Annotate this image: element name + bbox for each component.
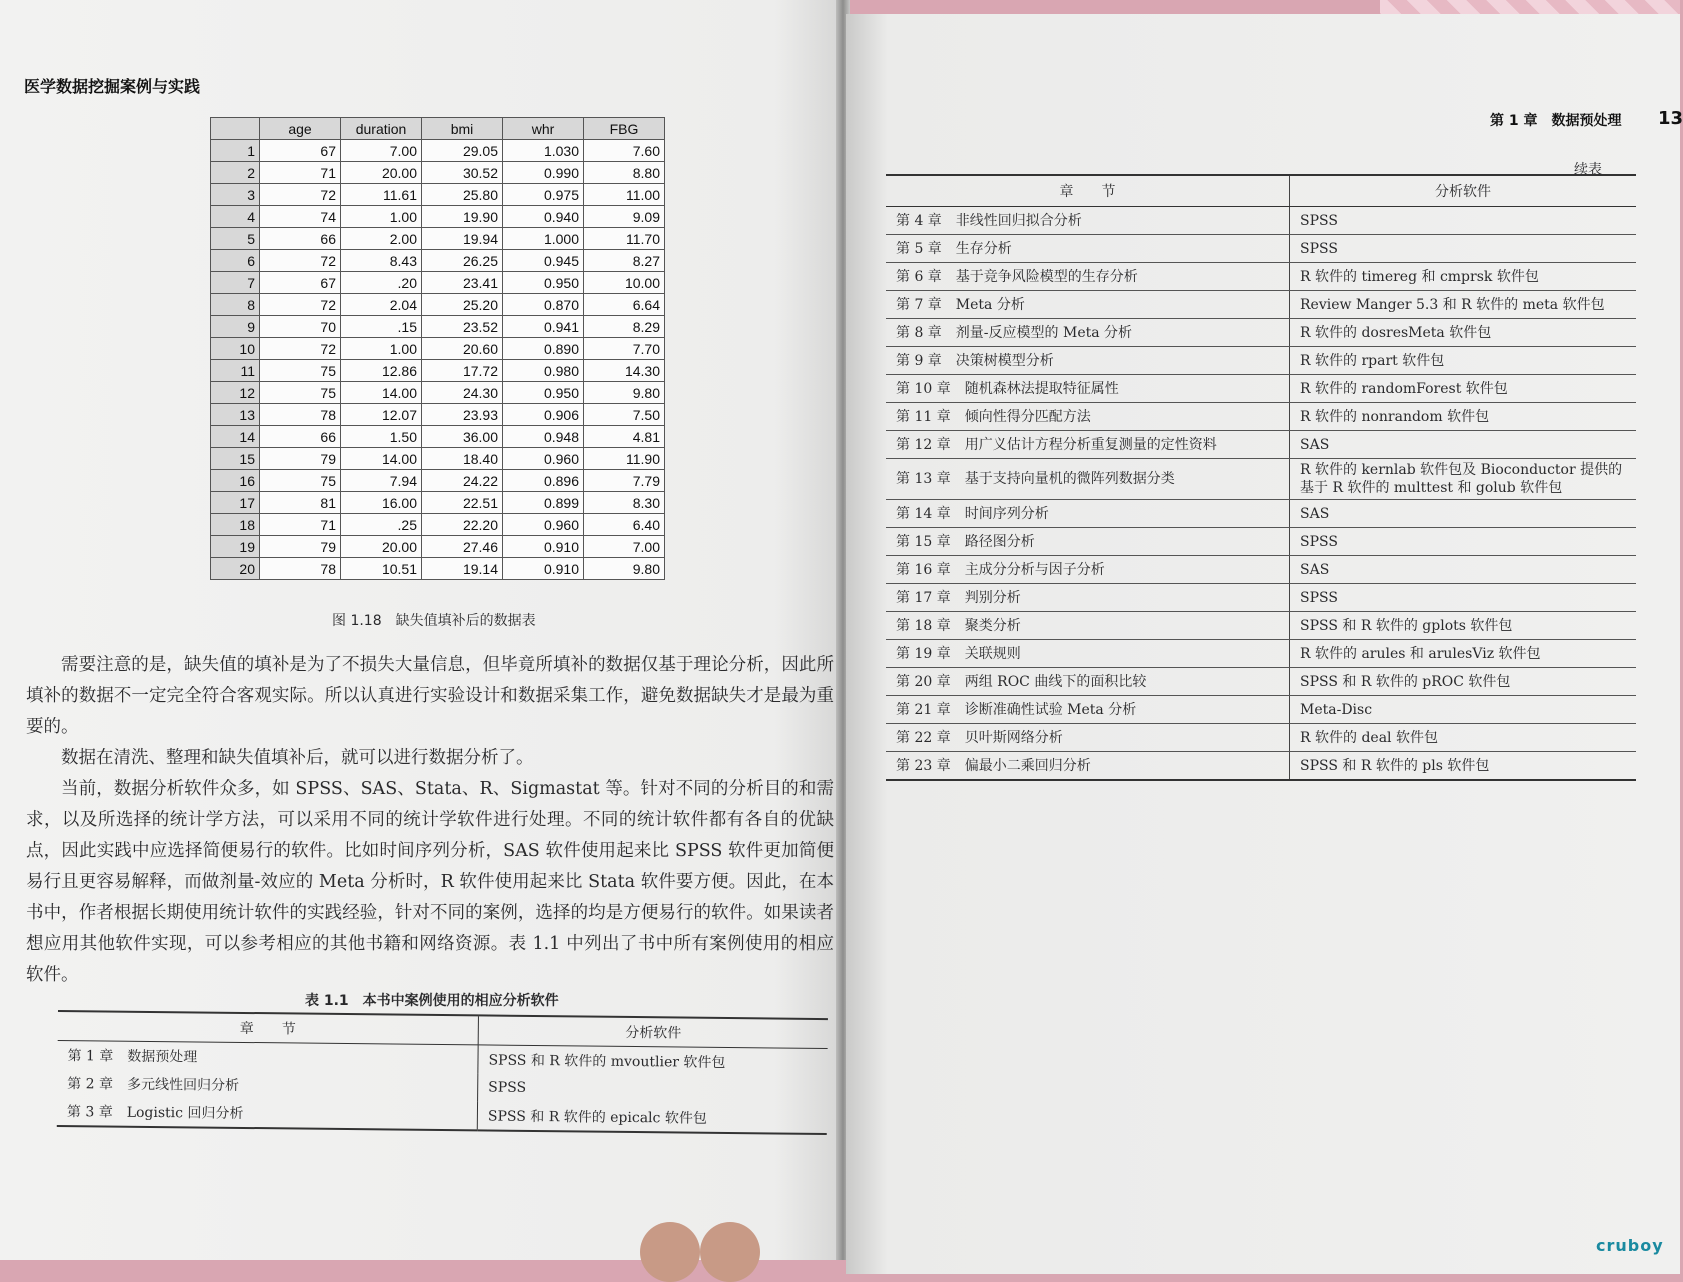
grid-cell: 10.51	[341, 558, 422, 580]
grid-row-number: 5	[211, 228, 260, 250]
table-row	[886, 263, 1636, 291]
grid-cell: 8.30	[584, 492, 665, 514]
table-row	[886, 375, 1636, 403]
grid-cell: 20.00	[341, 536, 422, 558]
paragraph-3: 当前，数据分析软件众多，如 SPSS、SAS、Stata、R、Sigmastat 等。针对不同的分析目的和需求，以及所选择的统计学方法，可以采用不同的统计学软件进行处理。不同的统计软件都有各自的优缺点，因此实践中应选择简便易行的软件。比如时间序列分析，SAS 软件使用起来比 SPSS 软件更加简便易行且更容易解释，而做剂量-效应的 Meta 分析时，R 软件使用起来比 Stata 软件要方便。因此，在本书中，作者根据长期使用统计软件的实践经验，针对不同的案例，选择的均是方便易行的软件。如果读者想应用其他软件实现，可以参考相应的其他书籍和网络资源。表 1.1 中列出了书中所有案例使用的相应软件。	[26, 779, 834, 985]
paragraph-1: 需要注意的是，缺失值的填补是为了不损失大量信息，但毕竟所填补的数据仅基于理论分析，因此所填补的数据不一定完全符合客观实际。所以认真进行实验设计和数据采集工作，避免数据缺失才是最为重要的。	[26, 655, 834, 737]
grid-cell: 25.80	[422, 184, 503, 206]
grid-row	[211, 404, 665, 426]
grid-cell: 1.030	[503, 140, 584, 162]
grid-cell: 10.00	[584, 272, 665, 294]
table-cell-software: R 软件的 kernlab 软件包及 Bioconductor 提供的基于 R 软件的 multtest 和 golub 软件包	[1290, 459, 1637, 500]
grid-row-number: 15	[211, 448, 260, 470]
table-row	[886, 347, 1636, 375]
grid-row-number: 4	[211, 206, 260, 228]
grid-row-number: 14	[211, 426, 260, 448]
thumb-right	[700, 1222, 760, 1282]
grid-cell: 20.00	[341, 162, 422, 184]
grid-cell: 18.40	[422, 448, 503, 470]
grid-row-number: 3	[211, 184, 260, 206]
table-row	[886, 724, 1636, 752]
grid-cell: 25.20	[422, 294, 503, 316]
table-cell-chapter: 第 8 章 剂量-反应模型的 Meta 分析	[886, 319, 1290, 347]
grid-cell: 9.80	[584, 382, 665, 404]
spss-data-grid	[210, 117, 665, 580]
grid-cell: 66	[260, 426, 341, 448]
grid-cell: 2.00	[341, 228, 422, 250]
grid-row-number: 2	[211, 162, 260, 184]
grid-row	[211, 558, 665, 580]
grid-cell: 23.52	[422, 316, 503, 338]
table-cell-chapter: 第 10 章 随机森林法提取特征属性	[886, 375, 1290, 403]
grid-row-number: 11	[211, 360, 260, 382]
grid-cell: 7.94	[341, 470, 422, 492]
grid-cell: 7.79	[584, 470, 665, 492]
grid-cell: 23.93	[422, 404, 503, 426]
grid-cell: 72	[260, 294, 341, 316]
table-header-software: 分析软件	[478, 1015, 828, 1048]
table-row	[886, 235, 1636, 263]
grid-cell: 0.940	[503, 206, 584, 228]
grid-cell: 70	[260, 316, 341, 338]
grid-cell: 29.05	[422, 140, 503, 162]
grid-column-header: age	[260, 118, 341, 140]
table-cell-software: SPSS 和 R 软件的 gplots 软件包	[1290, 612, 1637, 640]
grid-cell: 72	[260, 250, 341, 272]
grid-cell: .20	[341, 272, 422, 294]
grid-row	[211, 514, 665, 536]
grid-cell: 0.906	[503, 404, 584, 426]
grid-cell: 19.14	[422, 558, 503, 580]
table-cell-software: SAS	[1290, 431, 1637, 459]
table-cell-chapter: 第 4 章 非线性回归拟合分析	[886, 207, 1290, 235]
grid-row	[211, 536, 665, 558]
thumb-left	[640, 1222, 700, 1282]
table-cell-software: R 软件的 timereg 和 cmprsk 软件包	[1290, 263, 1637, 291]
table-row	[886, 696, 1636, 724]
grid-column-header: bmi	[422, 118, 503, 140]
grid-cell: 75	[260, 360, 341, 382]
right-page	[846, 14, 1683, 1274]
grid-row	[211, 250, 665, 272]
table-cell-software: SPSS	[1290, 584, 1637, 612]
grid-cell: 9.09	[584, 206, 665, 228]
page-number: 13	[1658, 108, 1683, 129]
grid-cell: 75	[260, 470, 341, 492]
table-cell-chapter: 第 16 章 主成分分析与因子分析	[886, 556, 1290, 584]
grid-row	[211, 338, 665, 360]
table-cell-chapter: 第 6 章 基于竞争风险模型的生存分析	[886, 263, 1290, 291]
grid-cell: 24.22	[422, 470, 503, 492]
grid-cell: 79	[260, 448, 341, 470]
grid-cell: 7.00	[341, 140, 422, 162]
table-cell-software: SPSS	[1290, 235, 1637, 263]
table-cell-software: SPSS 和 R 软件的 epicalc 软件包	[477, 1101, 827, 1134]
grid-cell: 6.40	[584, 514, 665, 536]
grid-cell: 0.980	[503, 360, 584, 382]
grid-cell: 8.80	[584, 162, 665, 184]
continued-label: 续表	[1574, 162, 1602, 178]
table-row	[886, 431, 1636, 459]
table-header-chapter: 章 节	[58, 1011, 479, 1045]
table-cell-software: R 软件的 dosresMeta 软件包	[1290, 319, 1637, 347]
table-cell-software: SPSS	[1290, 528, 1637, 556]
table-cell-software: SAS	[1290, 556, 1637, 584]
table-row	[886, 640, 1636, 668]
grid-column-header: duration	[341, 118, 422, 140]
table-cell-software: SPSS 和 R 软件的 mvoutlier 软件包	[488, 1052, 726, 1071]
grid-cell: 24.30	[422, 382, 503, 404]
table-cell-chapter: 第 18 章 聚类分析	[886, 612, 1290, 640]
table-row	[886, 319, 1636, 347]
table-cell-chapter: 第 3 章 Logistic 回归分析	[57, 1097, 478, 1130]
grid-cell: 0.896	[503, 470, 584, 492]
book-title: 医学数据挖掘案例与实践	[24, 77, 201, 96]
table-row	[886, 207, 1636, 235]
table-header-software: 分析软件	[1290, 175, 1637, 207]
software-table-part1	[57, 1010, 828, 1135]
table-cell-chapter: 第 5 章 生存分析	[886, 235, 1290, 263]
grid-cell: 0.948	[503, 426, 584, 448]
grid-row	[211, 426, 665, 448]
table-row	[886, 612, 1636, 640]
grid-cell: 71	[260, 162, 341, 184]
table-cell-chapter: 第 20 章 两组 ROC 曲线下的面积比较	[886, 668, 1290, 696]
grid-cell: 0.950	[503, 272, 584, 294]
table-cell-chapter: 第 22 章 贝叶斯网络分析	[886, 724, 1290, 752]
grid-cell: 19.94	[422, 228, 503, 250]
table-row	[886, 752, 1636, 781]
table-row	[886, 500, 1636, 528]
grid-row	[211, 162, 665, 184]
grid-row	[211, 360, 665, 382]
grid-cell: 74	[260, 206, 341, 228]
grid-cell: 27.46	[422, 536, 503, 558]
table-cell-chapter: 第 15 章 路径图分析	[886, 528, 1290, 556]
paragraph-2: 数据在清洗、整理和缺失值填补后，就可以进行数据分析了。	[61, 748, 534, 768]
table-row	[886, 528, 1636, 556]
grid-cell: 75	[260, 382, 341, 404]
grid-cell: 9.80	[584, 558, 665, 580]
grid-cell: 0.950	[503, 382, 584, 404]
grid-cell: 8.27	[584, 250, 665, 272]
grid-cell: 81	[260, 492, 341, 514]
table-cell-chapter: 第 14 章 时间序列分析	[886, 500, 1290, 528]
grid-cell: 19.90	[422, 206, 503, 228]
grid-column-header: FBG	[584, 118, 665, 140]
grid-cell: 79	[260, 536, 341, 558]
table-cell-software: R 软件的 rpart 软件包	[1290, 347, 1637, 375]
software-table-part2	[886, 174, 1636, 781]
running-head: 第 1 章 数据预处理	[1490, 113, 1622, 129]
table-cell-chapter: 第 1 章 数据预处理	[57, 1040, 478, 1073]
grid-cell: 1.00	[341, 338, 422, 360]
grid-cell: .15	[341, 316, 422, 338]
table-cell-software: SPSS	[1290, 207, 1637, 235]
grid-cell: 0.960	[503, 514, 584, 536]
table-cell-chapter: 第 12 章 用广义估计方程分析重复测量的定性资料	[886, 431, 1290, 459]
grid-cell: 6.64	[584, 294, 665, 316]
grid-row-number: 7	[211, 272, 260, 294]
grid-cell: 16.00	[341, 492, 422, 514]
grid-row	[211, 492, 665, 514]
grid-cell: 1.000	[503, 228, 584, 250]
grid-row-number: 16	[211, 470, 260, 492]
grid-cell: 7.50	[584, 404, 665, 426]
grid-cell: 72	[260, 184, 341, 206]
grid-cell: 0.899	[503, 492, 584, 514]
grid-row	[211, 316, 665, 338]
grid-cell: 11.90	[584, 448, 665, 470]
grid-cell: 20.60	[422, 338, 503, 360]
table-cell-software: SPSS	[488, 1079, 527, 1096]
grid-cell: 4.81	[584, 426, 665, 448]
grid-cell: 22.51	[422, 492, 503, 514]
grid-row-number: 17	[211, 492, 260, 514]
grid-cell: 0.890	[503, 338, 584, 360]
table-cell-software: SPSS 和 R 软件的 pls 软件包	[1290, 752, 1637, 781]
grid-cell: 12.07	[341, 404, 422, 426]
grid-cell: 30.52	[422, 162, 503, 184]
table-cell-chapter: 第 19 章 关联规则	[886, 640, 1290, 668]
grid-cell: 14.00	[341, 382, 422, 404]
table-cell-chapter: 第 2 章 多元线性回归分析	[57, 1069, 478, 1101]
grid-cell: 2.04	[341, 294, 422, 316]
figure-caption: 图 1.18 缺失值填补后的数据表	[332, 613, 536, 629]
grid-row	[211, 294, 665, 316]
table-cell-software: SAS	[1290, 500, 1637, 528]
grid-row-number: 12	[211, 382, 260, 404]
grid-cell: 8.43	[341, 250, 422, 272]
grid-row	[211, 272, 665, 294]
grid-cell: 78	[260, 558, 341, 580]
table-header-chapter: 章 节	[886, 175, 1290, 207]
grid-cell: 22.20	[422, 514, 503, 536]
table-cell-chapter: 第 9 章 决策树模型分析	[886, 347, 1290, 375]
table-row	[886, 668, 1636, 696]
grid-cell: 7.60	[584, 140, 665, 162]
grid-cell: 72	[260, 338, 341, 360]
grid-cell: 26.25	[422, 250, 503, 272]
grid-row-number: 8	[211, 294, 260, 316]
grid-cell: 71	[260, 514, 341, 536]
grid-cell: 14.00	[341, 448, 422, 470]
table-cell-software: R 软件的 randomForest 软件包	[1290, 375, 1637, 403]
grid-cell: 11.00	[584, 184, 665, 206]
grid-cell: 0.990	[503, 162, 584, 184]
grid-row	[211, 228, 665, 250]
table-cell-chapter: 第 23 章 偏最小二乘回归分析	[886, 752, 1290, 781]
table-cell-chapter: 第 13 章 基于支持向量机的微阵列数据分类	[886, 459, 1290, 500]
grid-row	[211, 140, 665, 162]
table-cell-chapter: 第 7 章 Meta 分析	[886, 291, 1290, 319]
grid-row-number: 20	[211, 558, 260, 580]
grid-cell: 8.29	[584, 316, 665, 338]
table-cell-chapter: 第 11 章 倾向性得分匹配方法	[886, 403, 1290, 431]
grid-cell: 1.50	[341, 426, 422, 448]
grid-row-number: 18	[211, 514, 260, 536]
grid-cell: 78	[260, 404, 341, 426]
grid-row-number: 9	[211, 316, 260, 338]
grid-row-number: 6	[211, 250, 260, 272]
grid-cell: 0.910	[503, 558, 584, 580]
grid-row-number: 19	[211, 536, 260, 558]
table-cell-software: R 软件的 nonrandom 软件包	[1290, 403, 1637, 431]
grid-row-number: 1	[211, 140, 260, 162]
grid-corner	[211, 118, 260, 140]
table-cell-software: R 软件的 deal 软件包	[1290, 724, 1637, 752]
grid-cell: 7.00	[584, 536, 665, 558]
watermark: cruboy	[1596, 1236, 1664, 1255]
grid-cell: 36.00	[422, 426, 503, 448]
grid-cell: 23.41	[422, 272, 503, 294]
grid-row	[211, 470, 665, 492]
grid-cell: 67	[260, 272, 341, 294]
grid-cell: 1.00	[341, 206, 422, 228]
grid-cell: 11.70	[584, 228, 665, 250]
grid-cell: 11.61	[341, 184, 422, 206]
grid-cell: 0.941	[503, 316, 584, 338]
grid-cell: 66	[260, 228, 341, 250]
table-cell-software: Meta-Disc	[1290, 696, 1637, 724]
grid-cell: 0.945	[503, 250, 584, 272]
grid-cell: 0.870	[503, 294, 584, 316]
table-row	[886, 584, 1636, 612]
grid-row	[211, 184, 665, 206]
table-row	[886, 459, 1636, 500]
grid-cell: 67	[260, 140, 341, 162]
table-cell-software: R 软件的 arules 和 arulesViz 软件包	[1290, 640, 1637, 668]
grid-cell: 0.910	[503, 536, 584, 558]
grid-cell: 0.960	[503, 448, 584, 470]
grid-row	[211, 448, 665, 470]
grid-cell: .25	[341, 514, 422, 536]
table-caption: 表 1.1 本书中案例使用的相应分析软件	[305, 993, 559, 1009]
grid-row	[211, 206, 665, 228]
table-cell-software: Review Manger 5.3 和 R 软件的 meta 软件包	[1290, 291, 1637, 319]
grid-row-number: 13	[211, 404, 260, 426]
left-page	[0, 0, 842, 1260]
grid-cell: 0.975	[503, 184, 584, 206]
grid-cell: 12.86	[341, 360, 422, 382]
table-row	[886, 291, 1636, 319]
grid-cell: 17.72	[422, 360, 503, 382]
table-row	[886, 556, 1636, 584]
table-row	[886, 403, 1636, 431]
table-cell-chapter: 第 17 章 判别分析	[886, 584, 1290, 612]
grid-column-header: whr	[503, 118, 584, 140]
grid-row-number: 10	[211, 338, 260, 360]
grid-row	[211, 382, 665, 404]
table-cell-chapter: 第 21 章 诊断准确性试验 Meta 分析	[886, 696, 1290, 724]
grid-cell: 14.30	[584, 360, 665, 382]
grid-cell: 7.70	[584, 338, 665, 360]
table-cell-software: SPSS 和 R 软件的 pROC 软件包	[1290, 668, 1637, 696]
